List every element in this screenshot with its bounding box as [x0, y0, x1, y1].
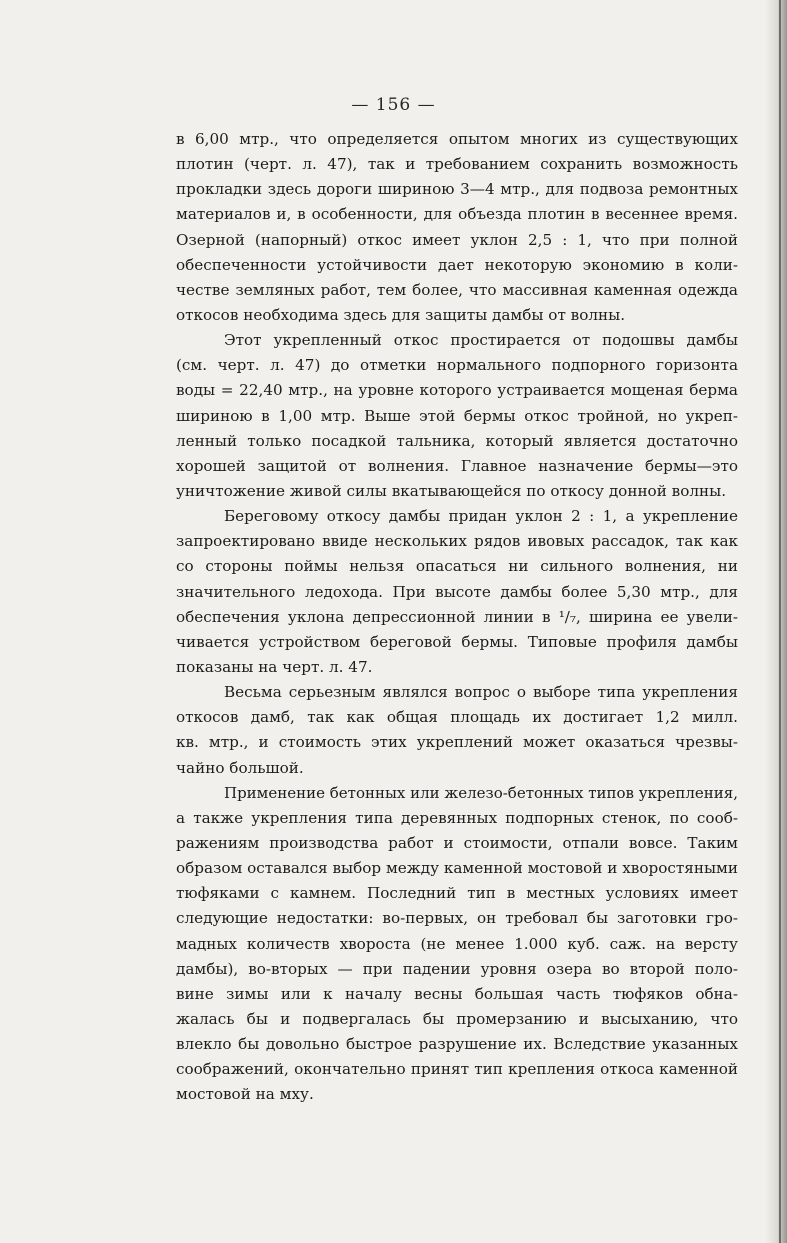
- text-line: плотин (черт. л. 47), так и требованием сохранить возможность: [176, 155, 738, 174]
- text-line: обеспечения уклона депрессионной линии в ¹/₇, ширина ее увели-: [176, 607, 738, 626]
- text-line: чайно большой.: [176, 758, 304, 777]
- text-line: чивается устройством береговой бермы. Типовые профиля дамбы: [176, 632, 738, 651]
- text-line: Применение бетонных или железо-бетонных типов укрепления,: [224, 783, 739, 802]
- paragraph-3: [176, 504, 738, 680]
- text-line: мостовой на мху.: [176, 1085, 314, 1104]
- text-line: обеспеченности устойчивости дает некоторую экономию в коли-: [176, 255, 738, 274]
- paragraph-1: [176, 127, 738, 328]
- text-line: запроектировано ввиде нескольких рядов ивовых рассадок, так как: [176, 532, 738, 551]
- text-line: соображений, окончательно принят тип крепления откоса каменной: [176, 1060, 738, 1079]
- text-line: в 6,00 мтр., что определяется опытом многих из существующих: [176, 130, 738, 148]
- text-line: жалась бы и подвергалась бы промерзанию и высыханию, что: [176, 1009, 738, 1028]
- paragraph-2: [176, 328, 738, 504]
- text-line: Весьма серьезным являлся вопрос о выборе типа укрепления: [224, 683, 738, 702]
- text-line: вине зимы или к началу весны большая часть тюфяков обна-: [176, 984, 738, 1003]
- text-line: тюфяками с камнем. Последний тип в местных условиях имеет: [176, 884, 738, 903]
- text-line: материалов и, в особенности, для объезда плотин в весеннее время.: [176, 205, 738, 224]
- text-line: Озерной (напорный) откос имеет уклон 2,5 : 1, что при полной: [176, 230, 738, 249]
- text-line: откосов дамб, так как общая площадь их достигает 1,2 милл.: [176, 708, 738, 727]
- text-line: Этот укрепленный откос простирается от подошвы дамбы: [224, 331, 738, 350]
- text-line: ленный только посадкой тальника, который является достаточно: [176, 431, 738, 450]
- text-line: уничтожение живой силы вкатывающейся по откосу донной волны.: [176, 481, 727, 500]
- body-text: [176, 127, 738, 1107]
- text-line: ражениям производства работ и стоимости, отпали вовсе. Таким: [176, 833, 738, 852]
- text-line: (см. черт. л. 47) до отметки нормального подпорного горизонта: [176, 356, 738, 375]
- text-line: честве земляных работ, тем более, что массивная каменная одежда: [176, 280, 738, 299]
- page-edge-line: [779, 0, 781, 1243]
- text-line: следующие недостатки: во-первых, он требовал бы заготовки гро-: [176, 909, 738, 928]
- text-line: кв. мтр., и стоимость этих укреплений может оказаться чрезвы-: [176, 733, 738, 752]
- paragraph-5: [176, 781, 738, 1108]
- text-line: шириною в 1,00 мтр. Выше этой бермы откос тройной, но укреп-: [176, 406, 738, 425]
- page-number: — 156 —: [351, 95, 436, 115]
- page-edge-shadow: [765, 0, 787, 1243]
- paragraph-4: [176, 680, 738, 781]
- text-line: воды = 22,40 мтр., на уровне которого устраивается мощеная берма: [176, 381, 738, 400]
- text-line: влекло бы довольно быстрое разрушение их. Вследствие указанных: [176, 1035, 738, 1054]
- text-line: дамбы), во-вторых — при падении уровня озера во второй поло-: [176, 959, 738, 978]
- text-line: показаны на черт. л. 47.: [176, 657, 373, 676]
- text-line: образом оставался выбор между каменной мостовой и хворостяными: [176, 859, 738, 878]
- text-line: а также укрепления типа деревянных подпорных стенок, по сооб-: [176, 808, 738, 827]
- text-line: со стороны поймы нельзя опасаться ни сильного волнения, ни: [176, 557, 738, 576]
- text-line: Береговому откосу дамбы придан уклон 2 : 1, а укрепление: [224, 507, 738, 526]
- text-line: мадных количеств хвороста (не менее 1.000 куб. саж. на версту: [176, 934, 738, 953]
- text-line: значительного ледохода. При высоте дамбы более 5,30 мтр., для: [176, 582, 738, 601]
- text-line: хорошей защитой от волнения. Главное назначение бермы—это: [176, 456, 738, 475]
- text-line: откосов необходима здесь для защиты дамбы от волны.: [176, 305, 626, 324]
- text-line: прокладки здесь дороги шириною 3—4 мтр., для подвоза ремонтных: [176, 180, 738, 199]
